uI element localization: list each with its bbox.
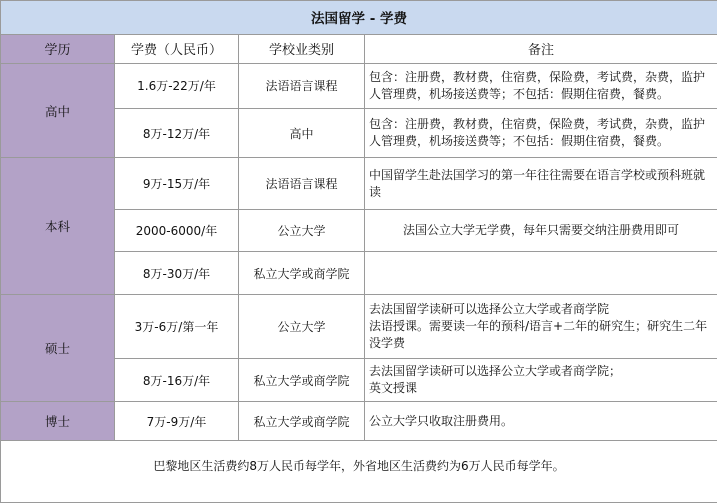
note-cell <box>365 402 717 441</box>
header-level: 学历 <box>1 34 115 63</box>
fee-cell: 8万-30万/年 <box>115 251 239 294</box>
fee-cell: 3万-6万/第一年 <box>115 295 239 359</box>
fee-cell: 2000-6000/年 <box>115 209 239 251</box>
level-high-school: 高中 <box>1 63 115 158</box>
note-line: 英文授课 <box>369 381 418 396</box>
table-row <box>1 402 717 441</box>
title-row <box>1 1 717 35</box>
table-row <box>1 158 717 209</box>
fee-cell: 7万-9万/年 <box>115 402 239 441</box>
note-line: 去法国留学读研可以选择公立大学或者商学院； <box>369 364 622 379</box>
header-note: 备注 <box>365 34 717 63</box>
type-cell: 私立大学或商学院 <box>239 251 365 294</box>
type-cell: 私立大学或商学院 <box>239 402 365 441</box>
note-cell-empty <box>365 251 717 294</box>
header-row <box>1 34 717 63</box>
note-line: 法语授课。需要读一年的预科/语言+二年的研究生；研究生二年 <box>369 319 708 334</box>
note-line: 人管理费，机场接送费等；不包括：假期住宿费，餐费。 <box>369 86 670 101</box>
note-cell <box>365 158 717 209</box>
fee-cell: 8万-16万/年 <box>115 358 239 401</box>
note-line: 公立大学只收取注册费用。 <box>369 413 514 428</box>
note-cell <box>365 108 717 157</box>
type-cell: 法语语言课程 <box>239 158 365 209</box>
note-line: 读 <box>369 184 382 199</box>
table-row <box>1 295 717 359</box>
level-bachelor: 本科 <box>1 158 115 295</box>
table-title: 法国留学 - 学费 <box>1 1 717 35</box>
note-line: 中国留学生赴法国学习的第一年往往需要在语言学校或预科班就 <box>369 167 706 182</box>
note-line: 法国公立大学无学费，每年只需要交纳注册费用即可 <box>403 222 680 237</box>
note-cell <box>365 358 717 401</box>
level-doctor: 博士 <box>1 402 115 441</box>
type-cell: 公立大学 <box>239 295 365 359</box>
note-line: 包含：注册费，教材费，住宿费，保险费，考试费，杂费，监护 <box>369 69 706 84</box>
type-cell: 高中 <box>239 108 365 157</box>
note-line: 没学费 <box>369 336 406 351</box>
header-fee: 学费（人民币） <box>115 34 239 63</box>
type-cell: 法语语言课程 <box>239 63 365 108</box>
note-cell <box>365 209 717 251</box>
type-cell: 公立大学 <box>239 209 365 251</box>
fee-cell: 1.6万-22万/年 <box>115 63 239 108</box>
note-cell <box>365 63 717 108</box>
living-cost-note: 巴黎地区生活费约8万人民币每学年，外省地区生活费约为6万人民币每学年。 <box>1 441 717 503</box>
note-line: 包含：注册费，教材费，住宿费，保险费，考试费，杂费，监护 <box>369 117 706 132</box>
fee-cell: 9万-15万/年 <box>115 158 239 209</box>
note-cell <box>365 295 717 359</box>
level-master: 硕士 <box>1 295 115 402</box>
note-line: 去法国留学读研可以选择公立大学或者商学院 <box>369 302 610 317</box>
note-line: 人管理费，机场接送费等；不包括：假期住宿费，餐费。 <box>369 134 670 149</box>
footer-row <box>1 441 717 503</box>
fee-cell: 8万-12万/年 <box>115 108 239 157</box>
type-cell: 私立大学或商学院 <box>239 358 365 401</box>
header-type: 学校业类别 <box>239 34 365 63</box>
table-row <box>1 63 717 108</box>
